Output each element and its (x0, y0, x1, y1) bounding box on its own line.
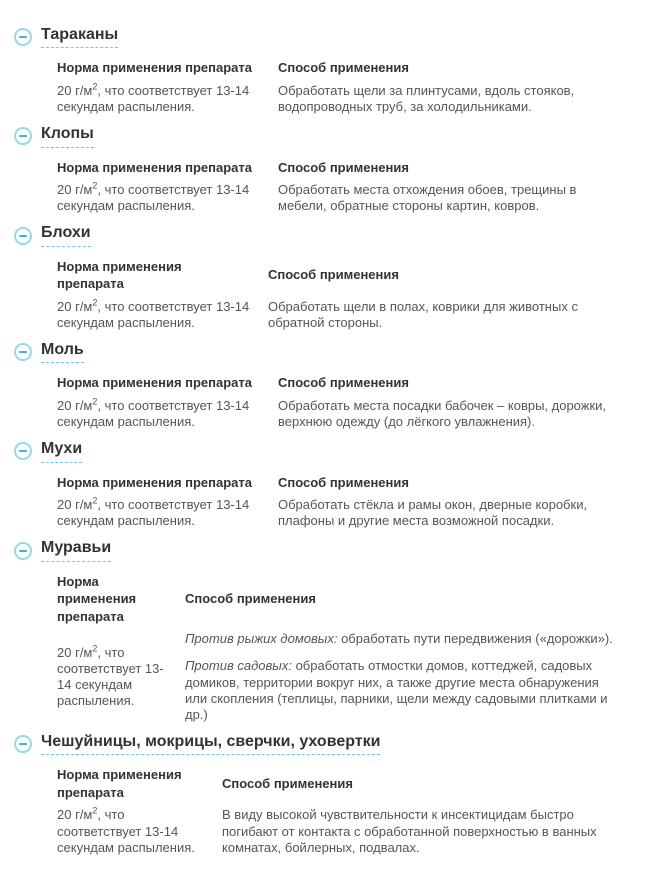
norm-text-rest: , что соответствует 13-14 секундам распыления. (57, 397, 250, 430)
section-cockroaches (14, 26, 645, 115)
method-cell (185, 631, 637, 723)
section-title[interactable]: Клопы (41, 125, 94, 147)
method-paragraph (222, 807, 624, 855)
superscript-2: 2 (92, 643, 98, 654)
minus-bar (19, 450, 27, 452)
method-paragraph (268, 299, 612, 331)
norm-cell (57, 497, 278, 529)
section-ants (14, 539, 645, 723)
minus-bar (19, 135, 27, 137)
norm-text: 20 г/м (57, 807, 93, 823)
norm-cell (57, 807, 222, 855)
method-text: Обработать щели за плинтусами, вдоль стояков, водопроводных труб, за холодильниками. (278, 82, 575, 115)
collapse-minus-icon[interactable] (14, 28, 32, 46)
method-cell (268, 299, 630, 331)
usage-table (57, 258, 645, 331)
section-flies (14, 440, 645, 529)
superscript-2: 2 (92, 495, 98, 506)
accordion-header[interactable] (14, 733, 645, 755)
method-lead-italic: Против садовых: (185, 658, 292, 674)
superscript-2: 2 (92, 297, 98, 308)
norm-text: 20 г/м (57, 298, 93, 314)
superscript-2: 2 (92, 81, 98, 92)
method-cell (278, 83, 630, 115)
minus-bar (19, 36, 27, 38)
norm-text-rest: , что соответствует 13-14 секундам распыления. (57, 298, 250, 330)
section-moths (14, 341, 645, 430)
method-lead-italic: Против рыжих домовых: (185, 631, 338, 647)
norm-text: 20 г/м (57, 82, 93, 98)
usage-table (57, 159, 645, 215)
accordion-header[interactable] (14, 440, 645, 462)
norm-column-header: Норма применения препарата (57, 474, 253, 490)
accordion-header[interactable] (14, 341, 645, 363)
collapse-minus-icon[interactable] (14, 542, 32, 560)
norm-cell (57, 398, 278, 430)
method-column-header: Способ применения (185, 591, 316, 607)
superscript-2: 2 (92, 806, 98, 817)
norm-cell (57, 182, 278, 214)
section-title[interactable]: Мухи (41, 440, 82, 462)
section-title[interactable]: Тараканы (41, 26, 118, 48)
section-title[interactable]: Чешуйницы, мокрицы, сверчки, уховертки (41, 733, 380, 755)
method-column-header: Способ применения (268, 267, 399, 283)
norm-column-header: Норма применения препарата (57, 375, 253, 391)
norm-text: 20 г/м (57, 644, 93, 660)
minus-bar (19, 351, 27, 353)
usage-table (57, 766, 645, 855)
method-column-header: Способ применения (278, 60, 409, 76)
method-text: Обработать щели в полах, коврики для животных с обратной стороны. (268, 298, 578, 330)
usage-table (57, 374, 645, 430)
norm-text-rest: , что соответствует 13-14 секундам распыления. (57, 82, 250, 115)
section-title[interactable]: Блохи (41, 224, 91, 246)
method-text: В виду высокой чувствительности к инсектицидам быстро погибают от контакта с обработанной поверхностью в ванных комнатах, бойлерных, подвалах. (222, 807, 597, 855)
norm-column-header: Норма применения препарата (57, 159, 253, 175)
method-column-header: Способ применения (278, 375, 409, 391)
method-paragraph (278, 182, 612, 214)
superscript-2: 2 (92, 180, 98, 191)
norm-cell (57, 299, 268, 331)
norm-text: 20 г/м (57, 182, 93, 198)
section-fleas (14, 224, 645, 331)
method-column-header: Способ применения (278, 474, 409, 490)
method-paragraph (185, 631, 619, 647)
accordion-header[interactable] (14, 26, 645, 48)
section-silverfish-woodlice-crickets-earwigs (14, 733, 645, 856)
method-cell (222, 807, 642, 855)
method-paragraph (278, 398, 612, 430)
method-text: Обработать места отхождения обоев, трещины в мебели, обратные стороны картин, ковров. (278, 182, 577, 214)
norm-column-header: Норма применения препарата (57, 767, 182, 800)
method-cell (278, 398, 630, 430)
norm-column-header: Норма применения препарата (57, 258, 182, 292)
minus-bar (19, 550, 27, 552)
method-column-header: Способ применения (278, 159, 409, 175)
section-title[interactable]: Муравьи (41, 539, 111, 561)
norm-text-rest: , что соответствует 13-14 секундам распыления. (57, 182, 250, 214)
collapse-minus-icon[interactable] (14, 343, 32, 361)
method-column-header: Способ применения (222, 776, 353, 792)
method-paragraph (185, 658, 619, 722)
minus-bar (19, 235, 27, 237)
method-paragraph (278, 497, 612, 529)
norm-text: 20 г/м (57, 497, 93, 513)
collapse-minus-icon[interactable] (14, 735, 32, 753)
norm-text: 20 г/м (57, 397, 93, 413)
norm-cell (57, 83, 278, 115)
norm-column-header: Норма применения препарата (57, 573, 137, 624)
norm-cell (57, 645, 185, 709)
norm-text-rest: , что соответствует 13-14 секундам распыления. (57, 644, 164, 709)
superscript-2: 2 (92, 396, 98, 407)
method-cell (278, 497, 630, 529)
usage-table (57, 59, 645, 115)
method-text: обработать пути передвижения («дорожки»). (337, 631, 613, 647)
accordion-header[interactable] (14, 125, 645, 147)
minus-bar (19, 743, 27, 745)
method-cell (278, 182, 630, 214)
accordion-header[interactable] (14, 224, 645, 246)
collapse-minus-icon[interactable] (14, 127, 32, 145)
collapse-minus-icon[interactable] (14, 442, 32, 460)
method-text: Обработать места посадки бабочек – ковры, дорожки, верхнюю одежду (до лёгкого увлажнения). (278, 397, 607, 430)
usage-table (57, 573, 645, 723)
usage-table (57, 474, 645, 530)
collapse-minus-icon[interactable] (14, 227, 32, 245)
method-paragraph (278, 83, 612, 115)
method-text: обработать отмостки домов, коттеджей, садовых домиков, территории вокруг них, а также другие места обнаружения или скопления (теплицы, парники, щели между садовыми плитками и др.) (185, 658, 608, 722)
norm-text-rest: , что соответствует 13-14 секундам распыления. (57, 807, 195, 855)
norm-text-rest: , что соответствует 13-14 секундам распыления. (57, 497, 250, 529)
method-text: Обработать стёкла и рамы окон, дверные коробки, плафоны и другие места возможной посадки. (278, 497, 588, 529)
section-bedbugs (14, 125, 645, 214)
norm-column-header: Норма применения препарата (57, 60, 253, 76)
accordion-header[interactable] (14, 539, 645, 561)
section-title[interactable]: Моль (41, 341, 84, 363)
